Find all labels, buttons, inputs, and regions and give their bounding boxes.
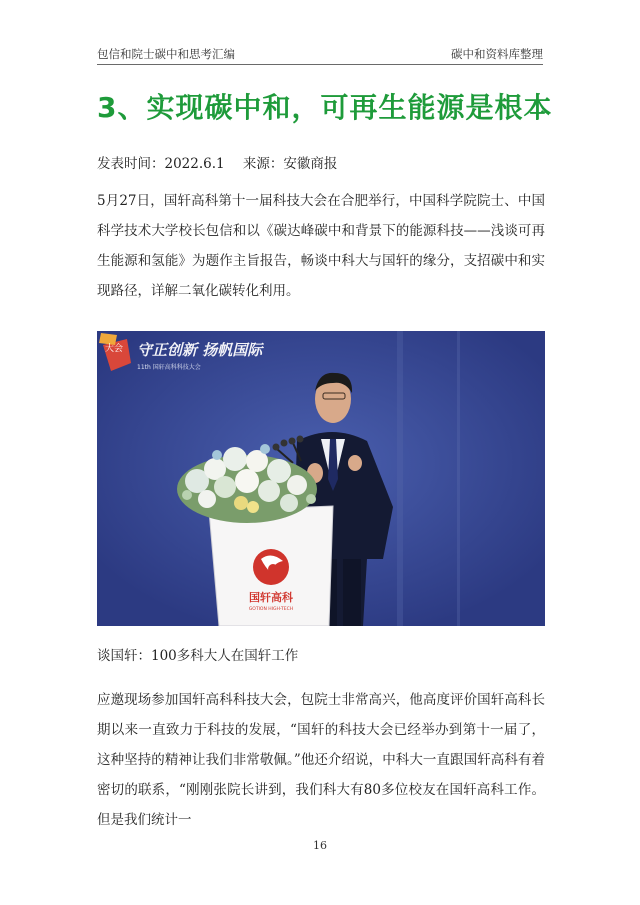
article-source: 来源：安徽商报	[242, 156, 338, 172]
header-left-text: 包信和院士碳中和思考汇编	[97, 47, 235, 61]
podium-brand: 国轩高科	[249, 591, 293, 604]
speaker-photo-illustration	[97, 331, 545, 626]
svg-text:大会: 大会	[105, 344, 124, 354]
podium-brand-en: GOTION HIGH-TECH	[248, 607, 294, 612]
header-right-text: 碳中和资料库整理	[451, 47, 543, 61]
podium-logo	[253, 549, 289, 585]
section-title: 3、实现碳中和，可再生能源是根本	[97, 91, 553, 124]
banner-slogan: 守正创新 扬帆国际	[137, 341, 263, 359]
body-paragraph: 应邀现场参加国轩高科科技大会，包院士非常高兴，他高度评价国轩高科长期以来一直致力于科技的发展，“国轩的科技大会已经举办到第十一届了，这种坚持的精神让我们非常敬佩。”他还介绍说，中科大一直跟国轩高科有着密切的联系，“刚刚张院长讲到，我们科大有80多位校友在国轩高科工作。但是我们统计一	[97, 692, 545, 828]
page-number: 16	[313, 839, 327, 852]
article-meta	[97, 152, 351, 172]
intro-paragraph: 5月27日，国轩高科第十一届科技大会在合肥举行，中国科学院院士、中国科学技术大学校长包信和以《碳达峰碳中和背景下的能源科技——浅谈可再生能源和氢能》为题作主旨报告，畅谈中科大与国轩的缘分，支招碳中和实现路径，详解二氧化碳转化利用。	[97, 193, 545, 299]
podium	[209, 506, 333, 626]
speaker-photo	[97, 331, 545, 626]
publish-date: 发表时间：2022.6.1	[97, 156, 225, 172]
photo-caption: 谈国轩：100多科大人在国轩工作	[97, 648, 299, 664]
page-header	[97, 44, 543, 65]
banner-subtitle: 11th 国轩高科科技大会	[137, 364, 201, 371]
